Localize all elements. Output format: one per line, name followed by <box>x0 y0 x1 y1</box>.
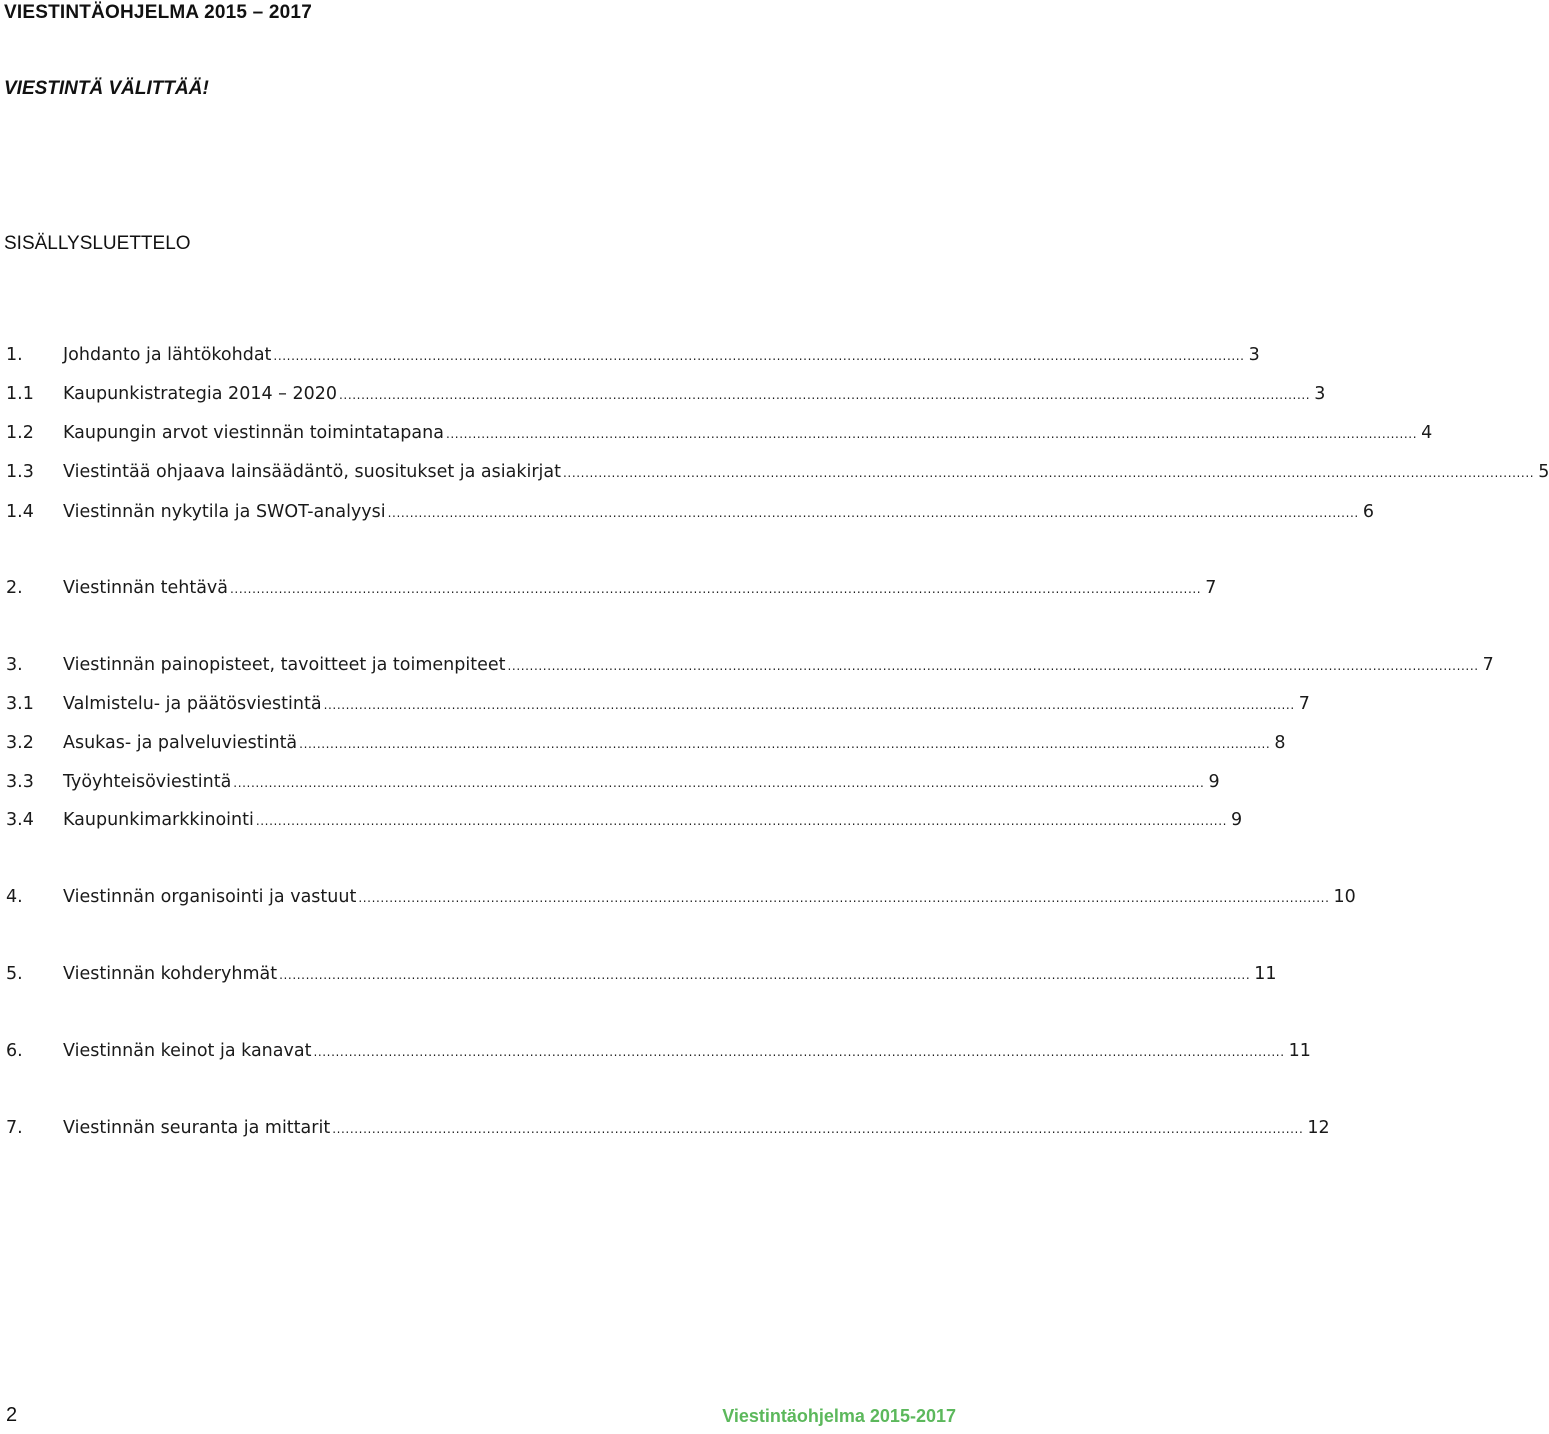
toc-entry[interactable] <box>6 964 1277 990</box>
toc-dot-leader: ............................................................................................................................................................................................................................ <box>299 737 1271 751</box>
toc-entry-label: Viestinnän kohderyhmät <box>63 964 278 984</box>
toc-entry-label: Viestinnän painopisteet, tavoitteet ja toimenpiteet <box>63 655 506 675</box>
toc-entry-page: 10 <box>1333 887 1356 907</box>
toc-entry[interactable] <box>6 345 1260 371</box>
toc-entry[interactable] <box>6 772 1220 798</box>
toc-entry-label: Viestinnän organisointi ja vastuut <box>63 887 357 907</box>
toc-entry-page: 3 <box>1314 384 1326 404</box>
toc-entry-number: 4. <box>6 887 23 907</box>
toc-entry-page: 7 <box>1298 694 1310 714</box>
toc-entry[interactable] <box>6 578 1217 604</box>
toc-entry[interactable] <box>6 733 1286 759</box>
toc-entry[interactable] <box>6 384 1326 410</box>
toc-entry-label: Työyhteisöviestintä <box>63 772 232 792</box>
toc-entry-label: Johdanto ja lähtökohdat <box>63 345 272 365</box>
document-title: VIESTINTÄOHJELMA 2015 – 2017 <box>4 2 312 23</box>
toc-entry-label: Viestinnän nykytila ja SWOT-analyysi <box>63 502 386 522</box>
toc-entry-label: Kaupungin arvot viestinnän toimintatapana <box>63 423 444 443</box>
toc-dot-leader: ............................................................................................................................................................................................................................ <box>313 1045 1285 1059</box>
footer-title: Viestintäohjelma 2015-2017 <box>722 1406 956 1426</box>
toc-entry-page: 11 <box>1254 964 1277 984</box>
toc-entry-page: 6 <box>1362 502 1374 522</box>
toc-dot-leader: ............................................................................................................................................................................................................................ <box>445 427 1418 441</box>
toc-entry-label: Kaupunkistrategia 2014 – 2020 <box>63 384 338 404</box>
toc-entry-label: Kaupunkimarkkinointi <box>63 810 254 830</box>
toc-dot-leader: ............................................................................................................................................................................................................................ <box>358 891 1330 905</box>
toc-entry-number: 3.1 <box>6 694 34 714</box>
toc-dot-leader: ............................................................................................................................................................................................................................ <box>233 776 1205 790</box>
toc-dot-leader: ............................................................................................................................................................................................................................ <box>273 349 1245 363</box>
toc-entry[interactable] <box>6 462 1549 488</box>
document-subtitle: VIESTINTÄ VÄLITTÄÄ! <box>4 78 209 99</box>
toc-dot-leader: ............................................................................................................................................................................................................................ <box>339 388 1311 402</box>
toc-entry-number: 1. <box>6 345 23 365</box>
toc-dot-leader: ............................................................................................................................................................................................................................ <box>323 698 1295 712</box>
toc-entry-label: Viestinnän seuranta ja mittarit <box>63 1118 331 1138</box>
toc-entry[interactable] <box>6 655 1494 681</box>
toc-entry-page: 7 <box>1205 578 1217 598</box>
toc-dot-leader: ............................................................................................................................................................................................................................ <box>255 814 1228 828</box>
toc-entry-number: 1.3 <box>6 462 34 482</box>
toc-entry-label: Viestinnän tehtävä <box>63 578 229 598</box>
toc-entry-page: 3 <box>1248 345 1260 365</box>
toc-entry-number: 6. <box>6 1041 23 1061</box>
toc-entry-number: 3.2 <box>6 733 34 753</box>
toc-dot-leader: ............................................................................................................................................................................................................................ <box>507 659 1479 673</box>
toc-dot-leader: ............................................................................................................................................................................................................................ <box>387 506 1359 520</box>
toc-entry-number: 7. <box>6 1118 23 1138</box>
toc-entry-page: 12 <box>1307 1118 1330 1138</box>
toc-entry-label: Asukas- ja palveluviestintä <box>63 733 298 753</box>
toc-entry-number: 2. <box>6 578 23 598</box>
toc-entry[interactable] <box>6 502 1374 528</box>
toc-entry[interactable] <box>6 810 1243 836</box>
toc-entry-number: 1.1 <box>6 384 34 404</box>
toc-entry-page: 4 <box>1421 423 1433 443</box>
toc-entry-number: 3.3 <box>6 772 34 792</box>
toc-entry[interactable] <box>6 1041 1311 1067</box>
toc-dot-leader: ............................................................................................................................................................................................................................ <box>279 968 1251 982</box>
page-number: 2 <box>6 1404 18 1426</box>
toc-dot-leader: ............................................................................................................................................................................................................................ <box>332 1122 1304 1136</box>
toc-entry[interactable] <box>6 694 1310 720</box>
toc-entry-number: 1.4 <box>6 502 34 522</box>
toc-entry-page: 8 <box>1274 733 1286 753</box>
toc-entry-page: 9 <box>1231 810 1243 830</box>
toc-entry[interactable] <box>6 423 1433 449</box>
toc-entry[interactable] <box>6 1118 1330 1144</box>
toc-entry-number: 1.2 <box>6 423 34 443</box>
toc-entry-page: 7 <box>1482 655 1494 675</box>
toc-heading: SISÄLLYSLUETTELO <box>4 233 191 254</box>
toc-entry-number: 3. <box>6 655 23 675</box>
toc-entry-page: 9 <box>1208 772 1220 792</box>
toc-dot-leader: ............................................................................................................................................................................................................................ <box>230 582 1202 596</box>
toc-entry-label: Viestinnän keinot ja kanavat <box>63 1041 312 1061</box>
toc-entry[interactable] <box>6 887 1356 913</box>
toc-entry-number: 3.4 <box>6 810 34 830</box>
toc-entry-label: Valmistelu- ja päätösviestintä <box>63 694 322 714</box>
toc-entry-page: 5 <box>1538 462 1549 482</box>
toc-entry-page: 11 <box>1288 1041 1311 1061</box>
toc-entry-label: Viestintää ohjaava lainsäädäntö, suositukset ja asiakirjat <box>63 462 561 482</box>
toc-dot-leader: ............................................................................................................................................................................................................................ <box>563 466 1535 480</box>
toc-entry-number: 5. <box>6 964 23 984</box>
